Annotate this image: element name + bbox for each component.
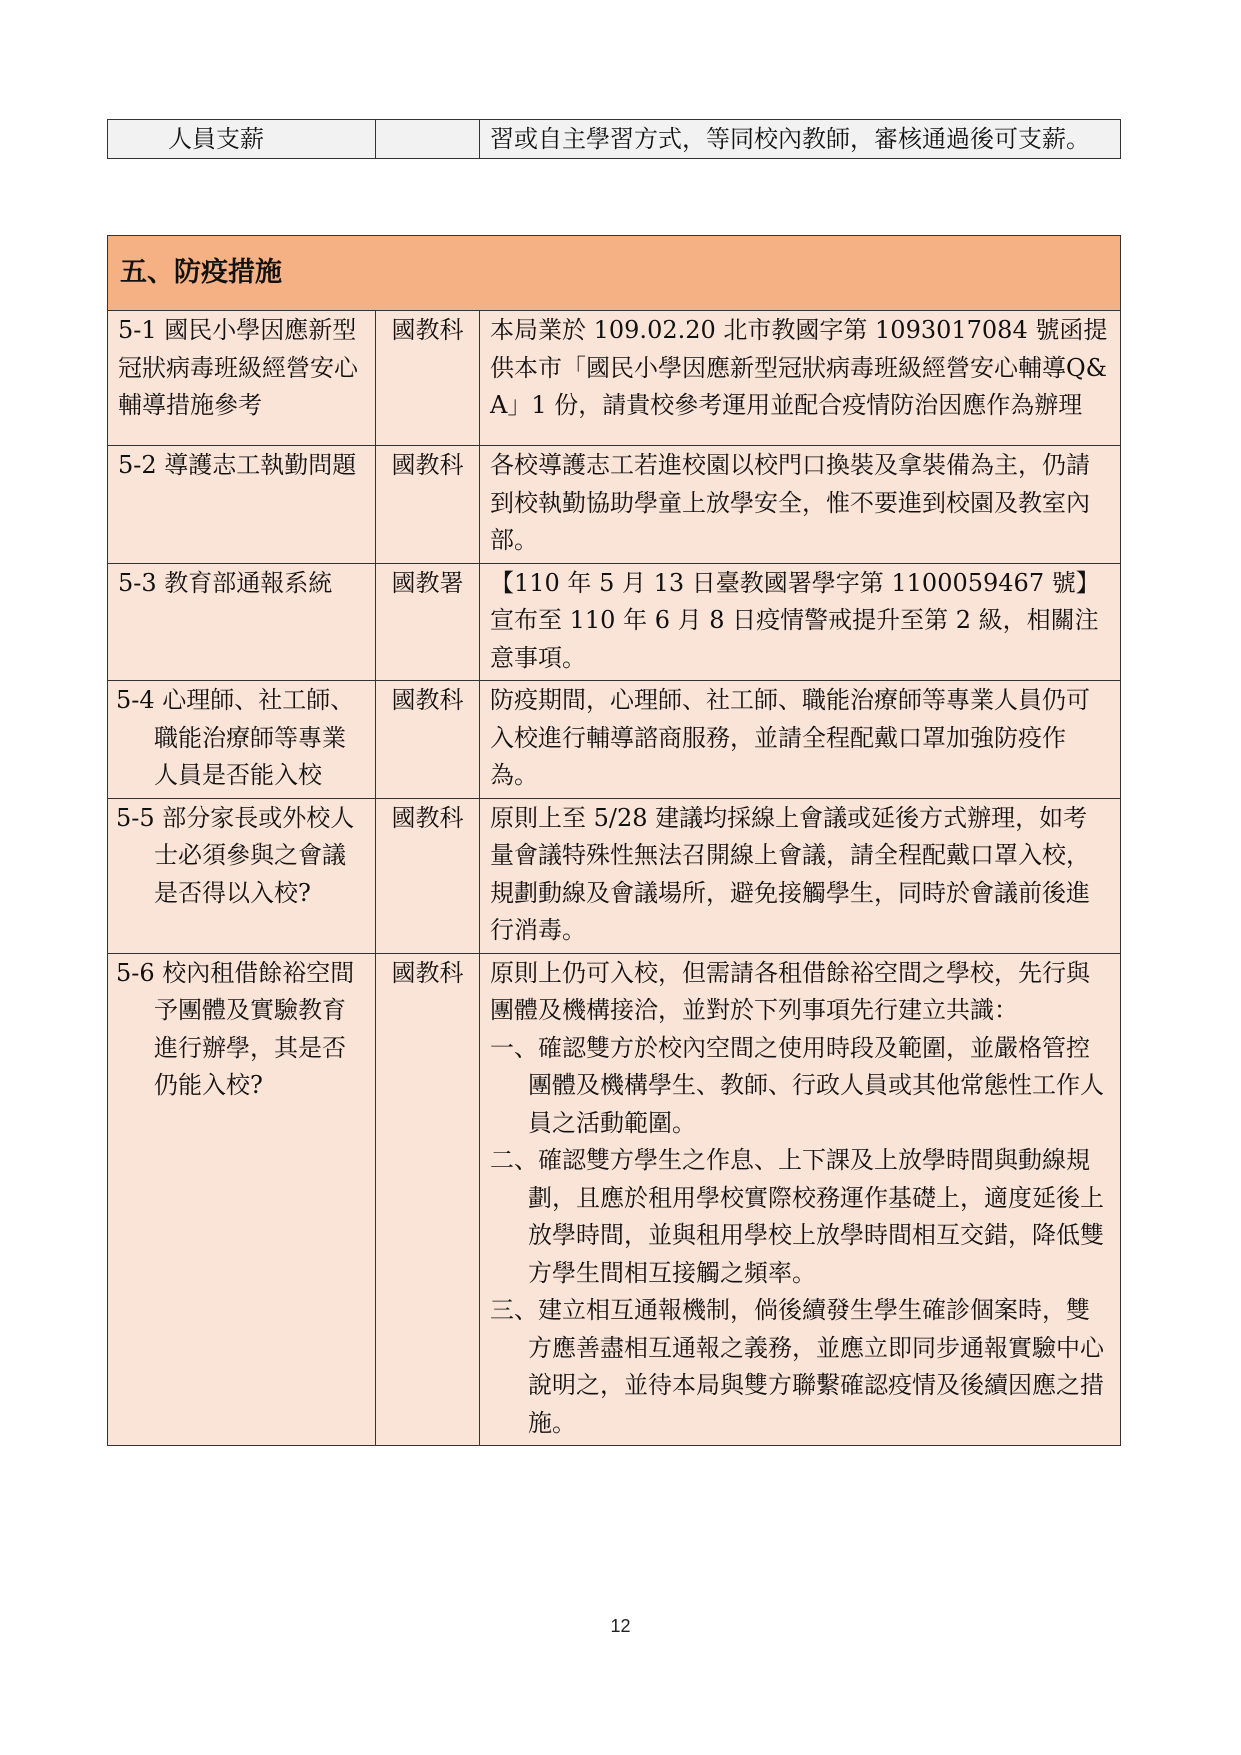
table-row bbox=[108, 120, 1121, 159]
epidemic-measures-table bbox=[107, 235, 1121, 1446]
list-item: 二、確認雙方學生之作息、上下課及上放學時間與動線規劃，且應於租用學校實際校務運作基礎上，適度延後上放學時間，並與租用學校上放學時間相互交錯，降低雙方學生間相互接觸之頻率。 bbox=[490, 1146, 1104, 1287]
topic-cell: 5-4 心理師、社工師、職能治療師等專業人員是否能入校 bbox=[108, 681, 376, 799]
topic-cell: 5-6 校內租借餘裕空間予團體及實驗教育進行辦學，其是否仍能入校? bbox=[108, 953, 376, 1446]
table-row bbox=[108, 681, 1121, 799]
table-row bbox=[108, 311, 1121, 446]
content-cell: 習或自主學習方式，等同校內教師，審核通過後可支薪。 bbox=[480, 120, 1121, 159]
page-number: 12 bbox=[610, 1616, 631, 1636]
continued-table bbox=[107, 119, 1121, 159]
dept-cell: 國教署 bbox=[376, 563, 480, 681]
dept-cell: 國教科 bbox=[376, 311, 480, 446]
list-item: 一、確認雙方於校內空間之使用時段及範圍，並嚴格管控團體及機構學生、教師、行政人員或其他常態性工作人員之活動範圍。 bbox=[490, 1033, 1104, 1137]
section-header-row bbox=[108, 236, 1121, 311]
dept-cell: 國教科 bbox=[376, 446, 480, 564]
content-cell: 本局業於 109.02.20 北市教國字第 1093017084 號函提供本市「國民小學因應新型冠狀病毒班級經營安心輔導Q&A」1 份，請貴校參考運用並配合疫情防治因應作為辦理 bbox=[480, 311, 1121, 446]
topic-cell: 5-1 國民小學因應新型冠狀病毒班級經營安心輔導措施參考 bbox=[108, 311, 376, 446]
content-intro: 原則上仍可入校，但需請各租借餘裕空間之學校，先行與團體及機構接洽，並對於下列事項先行建立共識： bbox=[490, 958, 1090, 1024]
dept-cell: 國教科 bbox=[376, 798, 480, 953]
table-row bbox=[108, 953, 1121, 1446]
section-title: 五、防疫措施 bbox=[108, 236, 1121, 311]
topic-cell: 5-5 部分家長或外校人士必須參與之會議是否得以入校? bbox=[108, 798, 376, 953]
content-cell bbox=[480, 953, 1121, 1446]
content-cell: 各校導護志工若進校園以校門口換裝及拿裝備為主，仍請到校執勤協助學童上放學安全，惟不要進到校園及教室內部。 bbox=[480, 446, 1121, 564]
topic-cell: 5-3 教育部通報系統 bbox=[108, 563, 376, 681]
content-cell: 防疫期間，心理師、社工師、職能治療師等專業人員仍可入校進行輔導諮商服務，並請全程配戴口罩加強防疫作為。 bbox=[480, 681, 1121, 799]
table-row bbox=[108, 446, 1121, 564]
topic-cell: 5-2 導護志工執勤問題 bbox=[108, 446, 376, 564]
content-cell: 【110 年 5 月 13 日臺教國署學字第 1100059467 號】宣布至 110 年 6 月 8 日疫情警戒提升至第 2 級，相關注意事項。 bbox=[480, 563, 1121, 681]
list-item: 三、建立相互通報機制，倘後續發生學生確診個案時，雙方應善盡相互通報之義務，並應立即同步通報實驗中心說明之，並待本局與雙方聯繫確認疫情及後續因應之措施。 bbox=[490, 1296, 1104, 1437]
dept-cell: 國教科 bbox=[376, 953, 480, 1446]
table-row bbox=[108, 563, 1121, 681]
table-row bbox=[108, 798, 1121, 953]
content-cell: 原則上至 5/28 建議均採線上會議或延後方式辦理，如考量會議特殊性無法召開線上會議，請全程配戴口罩入校，規劃動線及會議場所，避免接觸學生，同時於會議前後進行消毒。 bbox=[480, 798, 1121, 953]
topic-cell: 人員支薪 bbox=[108, 120, 376, 159]
dept-cell bbox=[376, 120, 480, 159]
dept-cell: 國教科 bbox=[376, 681, 480, 799]
